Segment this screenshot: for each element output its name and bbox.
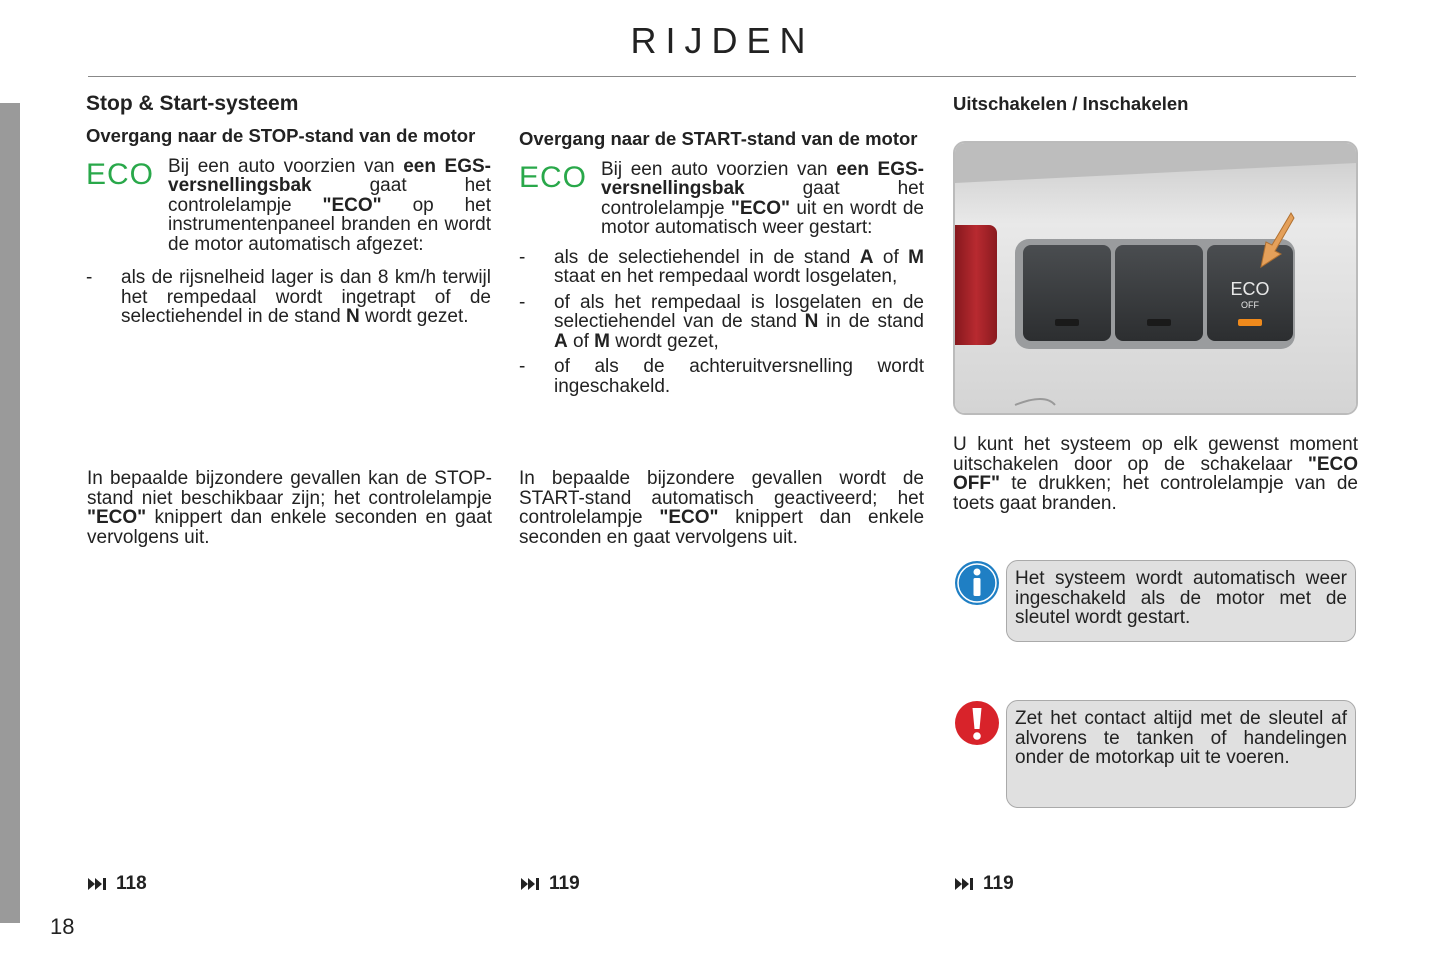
eco-intro [519,160,924,238]
toggle-paragraph: U kunt het systeem op elk gewenst moment uitschakelen door op de schakelaar "ECO OFF" te drukken; het controlelampje van de toets gaat branden. [953,434,1358,514]
page-reference-118[interactable]: 118 [88,873,147,895]
info-icon [954,560,1000,606]
warning-note: Zet het contact altijd met de sleutel af alvorens te tanken of handelingen onder de motorkap uit te voeren. [1006,700,1356,808]
list-item: - als de selectiehendel in de stand A of M staat en het rempedaal wordt losgelaten, [519,246,924,287]
list-item: - als de rijsnelheid lager is dan 8 km/h terwijl het rempedaal wordt ingetrapt of de selectiehendel in de stand N wordt gezet. [86,267,491,327]
start-auto-paragraph: In bepaalde bijzondere gevallen wordt de START-stand automatisch geactiveerd; het controlelampje "ECO" knippert dan enkele seconden en gaat vervolgens uit. [519,468,925,548]
eco-intro [86,157,491,255]
skip-forward-icon [521,877,541,891]
skip-forward-icon [88,877,108,891]
button-eco-label: ECO [1230,279,1270,299]
eco-indicator-icon: ECO [86,157,155,191]
warning-icon [954,700,1000,746]
intro-text: Bij een auto voorzien van een EGS-versnellingsbak gaat het controlelampje "ECO" uit en wordt de motor automatisch weer gestart: [601,158,924,238]
eco-off-switch-photo [953,141,1358,415]
chapter-tab [0,103,20,923]
page-title: RIJDEN [630,20,815,61]
column-start [519,129,924,396]
skip-forward-icon [955,877,975,891]
info-note: Het systeem wordt automatisch weer ingeschakeld als de motor met de sleutel wordt gestart. [1006,560,1356,642]
page-number: 18 [50,914,75,939]
intro-text: Bij een auto voorzien van een EGS-versnellingsbak gaat het controlelampje "ECO" op het instrumentenpaneel branden en wordt de motor automatisch afgezet: [168,155,492,255]
list-item: - of als het rempedaal is losgelaten en de selectiehendel van de stand N in de stand A of M wordt gezet, [519,291,924,352]
page-reference-119[interactable]: 119 [955,873,1014,895]
header-divider [88,76,1356,77]
subtitle-stop: Overgang naar de STOP-stand van de motor [86,125,476,146]
page-reference-119[interactable]: 119 [521,873,580,895]
subtitle-start: Overgang naar de START-stand van de motor [519,128,918,149]
subtitle-toggle: Uitschakelen / Inschakelen [953,93,1189,114]
column-stop [86,92,491,327]
stop-unavailable-paragraph: In bepaalde bijzondere gevallen kan de STOP-stand niet beschikbaar zijn; het controlelampje "ECO" knippert dan enkele seconden en gaat vervolgens uit. [87,468,492,548]
section-title: Stop & Start-systeem [86,92,299,115]
eco-indicator-icon: ECO [519,160,588,194]
button-off-label: OFF [1241,300,1259,310]
list-item: - of als de achteruitversnelling wordt ingeschakeld. [519,356,924,397]
